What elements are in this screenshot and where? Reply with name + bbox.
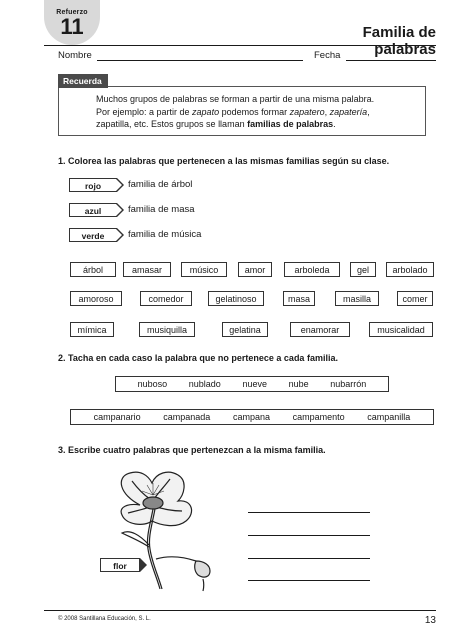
word-box[interactable]: musicalidad: [369, 322, 433, 337]
question-2: 2. Tacha en cada caso la palabra que no pertenece a cada familia.: [58, 353, 338, 363]
answer-line-1[interactable]: [248, 512, 370, 513]
poppy-illustration: [100, 465, 230, 595]
page-title: Familia de palabras: [362, 24, 436, 58]
word-box[interactable]: masilla: [335, 291, 379, 306]
word-item[interactable]: campanilla: [367, 412, 411, 422]
recuerda-text: [96, 93, 422, 131]
family-label: familia de masa: [128, 204, 195, 215]
copyright: © 2008 Santillana Educación, S. L.: [58, 616, 151, 622]
word-box[interactable]: músico: [181, 262, 227, 277]
word-row-nube: [115, 376, 389, 392]
question-1: 1. Colorea las palabras que pertenecen a las mismas familias según su clase.: [58, 156, 390, 166]
word-item[interactable]: nubarrón: [330, 379, 367, 389]
word-box[interactable]: enamorar: [290, 322, 350, 337]
date-line[interactable]: [346, 60, 436, 61]
answer-line-3[interactable]: [248, 558, 370, 559]
word-box[interactable]: gelatinoso: [208, 291, 264, 306]
header-rule: [44, 45, 436, 46]
word-box[interactable]: masa: [283, 291, 315, 306]
color-key-arrow-fill: [116, 229, 122, 241]
worksheet-badge: [44, 0, 100, 45]
answer-line-4[interactable]: [248, 580, 370, 581]
word-box[interactable]: mímica: [70, 322, 114, 337]
word-box[interactable]: amasar: [123, 262, 171, 277]
word-box[interactable]: comedor: [140, 291, 192, 306]
word-box[interactable]: amor: [238, 262, 272, 277]
badge-label: Refuerzo: [56, 9, 88, 16]
family-label: familia de árbol: [128, 179, 193, 190]
page-number: 13: [424, 615, 436, 626]
recuerda-line-2: Por ejemplo: a partir de zapato podemos formar zapatero, zapatería,: [96, 106, 370, 117]
color-key-verde: verde: [69, 228, 117, 242]
name-label: Nombre: [58, 50, 92, 61]
word-box[interactable]: musiquilla: [139, 322, 195, 337]
family-label: familia de música: [128, 229, 202, 240]
recuerda-tag: Recuerda: [58, 74, 108, 88]
word-box[interactable]: arboleda: [284, 262, 340, 277]
word-item[interactable]: nueve: [242, 379, 267, 389]
word-box[interactable]: gel: [350, 262, 376, 277]
word-box[interactable]: árbol: [70, 262, 116, 277]
word-box[interactable]: comer: [397, 291, 433, 306]
word-row-campana: [70, 409, 434, 425]
word-box[interactable]: amoroso: [70, 291, 122, 306]
date-label: Fecha: [314, 50, 341, 61]
word-item[interactable]: campanada: [163, 412, 211, 422]
answer-line-2[interactable]: [248, 535, 370, 536]
footer-rule: [44, 610, 436, 611]
word-item[interactable]: campana: [232, 412, 270, 422]
word-item[interactable]: campamento: [292, 412, 345, 422]
word-item[interactable]: campanario: [93, 412, 141, 422]
color-key-rojo: rojo: [69, 178, 117, 192]
word-box[interactable]: gelatina: [222, 322, 268, 337]
color-key-arrow-fill: [116, 204, 122, 216]
badge-number: 11: [60, 14, 84, 39]
recuerda-line-1: Muchos grupos de palabras se forman a partir de una misma palabra.: [96, 94, 375, 104]
word-item[interactable]: nube: [288, 379, 309, 389]
flor-label-arrow-icon: [140, 558, 147, 572]
word-item[interactable]: nuboso: [137, 379, 168, 389]
recuerda-line-3: zapatilla, etc. Estos grupos se llaman familias de palabras.: [96, 119, 336, 129]
name-line[interactable]: [97, 60, 303, 61]
question-3: 3. Escribe cuatro palabras que pertenezcan a la misma familia.: [58, 445, 326, 455]
word-item[interactable]: nublado: [188, 379, 221, 389]
color-key-azul: azul: [69, 203, 117, 217]
color-key-arrow-fill: [116, 179, 122, 191]
word-box[interactable]: arbolado: [386, 262, 434, 277]
flor-label: flor: [100, 558, 140, 572]
